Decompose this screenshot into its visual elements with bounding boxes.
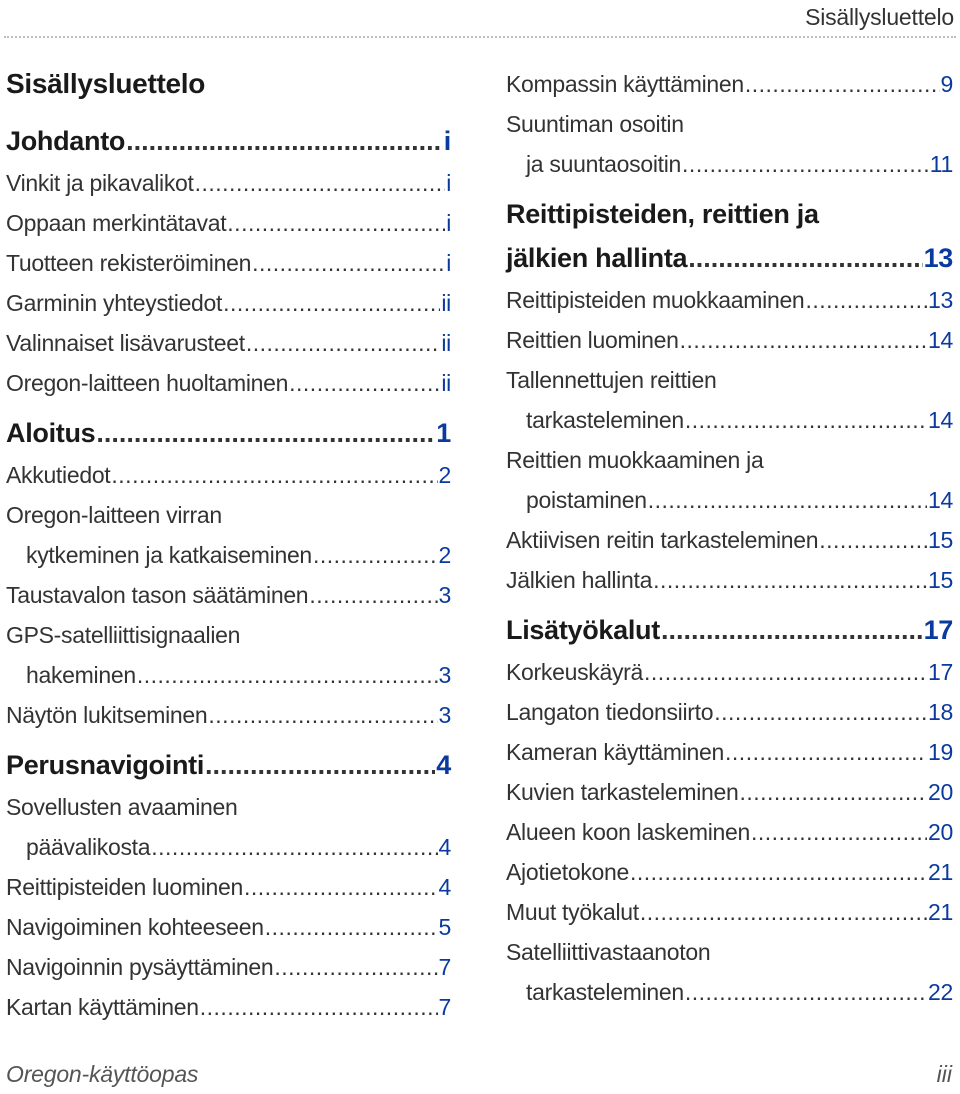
toc-entry-johdanto[interactable]	[6, 119, 451, 163]
footer-page-number: iii	[936, 1061, 952, 1087]
dot-leader	[208, 695, 437, 735]
dot-leader	[745, 64, 940, 104]
footer-manual-name: Oregon-käyttöopas	[6, 1061, 199, 1087]
toc-entry-label: tarkasteleminen	[526, 407, 684, 433]
toc-left-column	[6, 64, 451, 1027]
toc-entry-label-line1[interactable]: Oregon-laitteen virran	[6, 502, 222, 528]
toc-page-number: 2	[438, 462, 451, 488]
toc-page-number: 11	[929, 151, 953, 177]
dot-leader	[688, 236, 922, 280]
dot-leader	[252, 243, 445, 283]
dot-leader	[223, 283, 440, 323]
toc-entry-tuotteen[interactable]	[6, 243, 451, 283]
toc-entry-label: kytkeminen ja katkaiseminen	[26, 542, 312, 568]
toc-entry-label: Reittipisteiden muokkaaminen	[506, 287, 805, 313]
dot-leader	[805, 280, 927, 320]
toc-entry-label: Muut työkalut	[506, 899, 639, 925]
dot-leader	[200, 987, 438, 1027]
toc-entry-label: Perusnavigointi	[6, 750, 205, 780]
dot-leader	[195, 163, 446, 203]
toc-entry-muokkaaminen[interactable]	[506, 280, 953, 320]
page-title: Sisällysluettelo	[6, 68, 206, 99]
dot-leader	[685, 972, 927, 1012]
toc-entry-sovellus[interactable]	[6, 827, 451, 867]
toc-entry-garminin[interactable]	[6, 283, 451, 323]
dot-leader	[685, 400, 927, 440]
toc-page-number: 17	[928, 659, 953, 685]
dot-leader	[126, 119, 443, 163]
toc-page-number: 4	[438, 834, 451, 860]
toc-entry-label: Garminin yhteystiedot	[6, 290, 223, 316]
toc-entry-label-line1[interactable]: Suuntiman osoitin	[506, 111, 684, 137]
toc-page-number: i	[446, 170, 451, 196]
dot-leader	[265, 907, 438, 947]
toc-entry-label: hakeminen	[26, 662, 136, 688]
toc-page-number: 21	[928, 859, 953, 885]
toc-entry-suuntima[interactable]	[506, 144, 953, 184]
toc-entry-label: Vinkit ja pikavalikot	[6, 170, 194, 196]
toc-entry-lukitus[interactable]	[6, 695, 451, 735]
toc-page-number: 3	[438, 702, 451, 728]
toc-entry-huolto[interactable]	[6, 363, 451, 403]
toc-entry-label-line1[interactable]: Satelliittivastaanoton	[506, 939, 711, 965]
toc-page-number: 5	[438, 914, 451, 940]
toc-entry-valinnaiset[interactable]	[6, 323, 451, 363]
toc-page-number: 17	[923, 615, 953, 645]
toc-entry-kamera[interactable]	[506, 732, 953, 772]
toc-entry-label-line1[interactable]: Sovellusten avaaminen	[6, 794, 238, 820]
toc-entry-reittien-muokkaaminen[interactable]	[506, 480, 953, 520]
dot-leader	[227, 203, 445, 243]
dot-leader	[151, 827, 437, 867]
toc-entry-pysayttaminen[interactable]	[6, 947, 451, 987]
toc-entry-label: tarkasteleminen	[526, 979, 684, 1005]
dot-leader	[96, 411, 435, 455]
dot-leader	[313, 535, 438, 575]
dot-leader	[137, 655, 438, 695]
toc-entry-muut[interactable]	[506, 892, 953, 932]
toc-entry-label: Lisätyökalut	[506, 615, 660, 645]
toc-entry-langaton[interactable]	[506, 692, 953, 732]
toc-entry-label-line1[interactable]: Tallennettujen reittien	[506, 367, 717, 393]
dot-leader	[751, 812, 927, 852]
toc-entry-kompassi[interactable]	[506, 64, 953, 104]
toc-entry-reittipisteiden-luominen[interactable]	[6, 867, 451, 907]
toc-entry-alueen[interactable]	[506, 812, 953, 852]
toc-entry-vinkit[interactable]	[6, 163, 451, 203]
toc-entry-label: Oregon-laitteen huoltaminen	[6, 370, 289, 396]
toc-page-number: 3	[438, 582, 451, 608]
dot-leader	[244, 867, 438, 907]
dot-leader	[644, 652, 927, 692]
toc-entry-label: Valinnaiset lisävarusteet	[6, 330, 245, 356]
toc-entry-lisatyokalut[interactable]	[506, 608, 953, 652]
toc-entry-label: Reittipisteiden luominen	[6, 874, 243, 900]
toc-page-number: 19	[928, 739, 953, 765]
toc-entry-label: Kameran käyttäminen	[506, 739, 725, 765]
dot-leader	[725, 732, 927, 772]
toc-entry-label: Navigoinnin pysäyttäminen	[6, 954, 274, 980]
toc-entry-perusnavigointi[interactable]	[6, 743, 451, 787]
toc-entry-label: jälkien hallinta	[506, 243, 688, 273]
toc-entry-label: Langaton tiedonsiirto	[506, 699, 714, 725]
toc-entry-gps[interactable]	[6, 655, 451, 695]
toc-entry-label: Navigoiminen kohteeseen	[6, 914, 264, 940]
toc-entry-label: Ajotietokone	[506, 859, 629, 885]
toc-entry-ajotietokone[interactable]	[506, 852, 953, 892]
toc-page-number: 14	[928, 487, 953, 513]
toc-entry-akkutiedot[interactable]	[6, 455, 451, 495]
toc-page-number: 4	[438, 874, 451, 900]
dot-leader	[682, 144, 929, 184]
toc-entry-label: ja suuntaosoitin	[526, 151, 682, 177]
toc-page-number: 1	[436, 418, 451, 448]
toc-entry-label: Akkutiedot	[6, 462, 111, 488]
toc-page-number: i	[446, 210, 451, 236]
dot-leader	[111, 455, 437, 495]
toc-page-number: 7	[438, 954, 451, 980]
toc-entry-aloitus[interactable]	[6, 411, 451, 455]
toc-entry-label: Korkeuskäyrä	[506, 659, 644, 685]
toc-page-number: 20	[928, 779, 953, 805]
toc-entry-label: Reittien luominen	[506, 327, 679, 353]
toc-entry-label-line1[interactable]: Reittien muokkaaminen ja	[506, 447, 764, 473]
toc-page-number: i	[446, 250, 451, 276]
toc-page-number: 7	[438, 994, 451, 1020]
dot-leader	[739, 772, 927, 812]
toc-entry-navigoiminen[interactable]	[6, 907, 451, 947]
header-divider	[4, 36, 956, 38]
toc-entry-label: Aloitus	[6, 418, 96, 448]
dot-leader	[819, 520, 927, 560]
toc-entry-kartta[interactable]	[6, 987, 451, 1027]
toc-entry-label: päävalikosta	[26, 834, 151, 860]
toc-page-number: 3	[438, 662, 451, 688]
dot-leader	[205, 743, 435, 787]
dot-leader	[246, 323, 441, 363]
toc-page-number: 4	[436, 750, 451, 780]
toc-page-number: 20	[928, 819, 953, 845]
toc-page-number: 15	[928, 527, 953, 553]
toc-right-column	[506, 64, 953, 1012]
toc-page-number: 14	[928, 407, 953, 433]
toc-entry-label: Taustavalon tason säätäminen	[6, 582, 309, 608]
toc-entry-label: Johdanto	[6, 126, 126, 156]
toc-entry-label: Kompassin käyttäminen	[506, 71, 744, 97]
toc-page-number: 22	[928, 979, 953, 1005]
toc-entry-hallinta[interactable]	[506, 236, 953, 280]
toc-page-number: 13	[928, 287, 953, 313]
dot-leader	[714, 692, 927, 732]
dot-leader	[680, 320, 927, 360]
toc-page-number: 21	[928, 899, 953, 925]
dot-leader	[289, 363, 440, 403]
toc-page-number: 2	[438, 542, 451, 568]
dot-leader	[661, 608, 923, 652]
dot-leader	[640, 892, 927, 932]
dot-leader	[274, 947, 437, 987]
toc-page-number: 13	[923, 243, 953, 273]
toc-entry-label: Kartan käyttäminen	[6, 994, 199, 1020]
toc-entry-label: Oppaan merkintätavat	[6, 210, 227, 236]
toc-entry-label-line1[interactable]: GPS-satelliittisignaalien	[6, 622, 241, 648]
toc-entry-korkeus[interactable]	[506, 652, 953, 692]
toc-section-title-line1[interactable]: Reittipisteiden, reittien ja	[506, 199, 819, 229]
toc-page-number: ii	[441, 330, 451, 356]
toc-entry-jalkien[interactable]	[506, 560, 953, 600]
toc-entry-taustavalo[interactable]	[6, 575, 451, 615]
toc-page-number: i	[443, 126, 451, 156]
toc-page-number: 9	[940, 71, 953, 97]
toc-page-number: 14	[928, 327, 953, 353]
toc-page-number: ii	[441, 370, 451, 396]
toc-entry-kuvien[interactable]	[506, 772, 953, 812]
toc-entry-label: Jälkien hallinta	[506, 567, 653, 593]
toc-entry-label: Tuotteen rekisteröiminen	[6, 250, 252, 276]
toc-page-number: ii	[441, 290, 451, 316]
dot-leader	[653, 560, 927, 600]
toc-entry-virran[interactable]	[6, 535, 451, 575]
toc-page-number: 18	[928, 699, 953, 725]
toc-entry-label: Näytön lukitseminen	[6, 702, 208, 728]
toc-entry-aktiivisen[interactable]	[506, 520, 953, 560]
dot-leader	[648, 480, 927, 520]
running-header: Sisällysluettelo	[805, 4, 954, 30]
toc-entry-label: Kuvien tarkasteleminen	[506, 779, 739, 805]
toc-entry-label: poistaminen	[526, 487, 647, 513]
toc-entry-tallennettujen[interactable]	[506, 400, 953, 440]
toc-entry-reittien-luominen[interactable]	[506, 320, 953, 360]
toc-entry-label: Aktiivisen reitin tarkasteleminen	[506, 527, 819, 553]
dot-leader	[630, 852, 927, 892]
toc-entry-label: Alueen koon laskeminen	[506, 819, 751, 845]
toc-entry-oppaan[interactable]	[6, 203, 451, 243]
dot-leader	[309, 575, 437, 615]
toc-entry-satelliitti[interactable]	[506, 972, 953, 1012]
toc-page-number: 15	[928, 567, 953, 593]
